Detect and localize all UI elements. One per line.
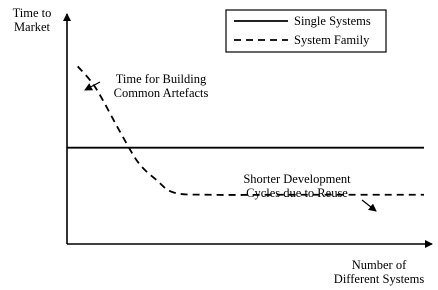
y-axis-label xyxy=(4,6,60,34)
annotation-shorter-cycles-line-1: Shorter Development xyxy=(243,172,351,186)
y-axis-label-line-2: Market xyxy=(13,20,51,34)
annotation-shorter-cycles-line-2: Cycles due to Reuse xyxy=(246,186,348,200)
x-axis-label-line-1: Number of xyxy=(351,258,407,272)
x-axis-label-line-2: Different Systems xyxy=(333,272,425,286)
annotation-common-artefacts xyxy=(86,72,236,100)
legend-label-system-family: System Family xyxy=(294,33,370,47)
x-axis-label xyxy=(322,258,436,286)
y-axis-label-line-1: Time to xyxy=(12,6,52,20)
annotation-shorter-cycles xyxy=(222,172,372,200)
annotation-arrow-shorter-cycles xyxy=(362,200,376,211)
annotation-common-artefacts-line-1: Time for Building xyxy=(115,72,207,86)
legend-label-single-systems: Single Systems xyxy=(294,14,371,28)
annotation-common-artefacts-line-2: Common Artefacts xyxy=(113,86,209,100)
